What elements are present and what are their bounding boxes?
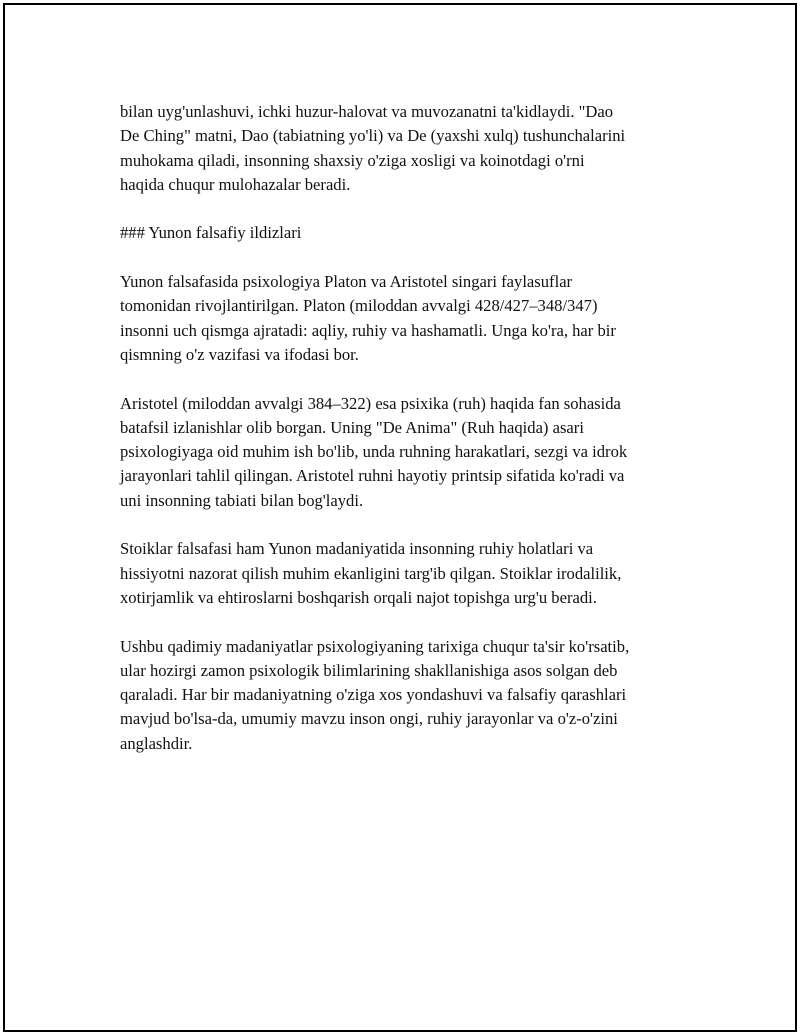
paragraph-platon <box>120 270 695 367</box>
document-page <box>3 3 797 1032</box>
heading-text: ### Yunon falsafiy ildizlari <box>120 223 302 243</box>
paragraph-stoiklar <box>120 537 695 610</box>
text-line: xotirjamlik va ehtiroslarni boshqarish orqali najot topishga urg'u beradi. <box>120 587 597 607</box>
text-line: qismning o'z vazifasi va ifodasi bor. <box>120 344 359 364</box>
paragraph-conclusion <box>120 635 695 756</box>
section-heading <box>120 221 695 245</box>
text-line: Ushbu qadimiy madaniyatlar psixologiyaning tarixiga chuqur ta'sir ko'rsatib, <box>120 636 630 656</box>
text-line: haqida chuqur mulohazalar beradi. <box>120 174 351 194</box>
text-line: Aristotel (miloddan avvalgi 384–322) esa psixika (ruh) haqida fan sohasida <box>120 393 621 413</box>
text-line: Stoiklar falsafasi ham Yunon madaniyatida insonning ruhiy holatlari va <box>120 539 594 559</box>
text-line: mavjud bo'lsa-da, umumiy mavzu inson ongi, ruhiy jarayonlar va o'z-o'zini <box>120 709 618 729</box>
text-line: jarayonlari tahlil qilingan. Aristotel ruhni hayotiy printsip sifatida ko'radi va <box>120 466 625 486</box>
text-line: Yunon falsafasida psixologiya Platon va Aristotel singari faylasuflar <box>120 272 573 292</box>
text-line: tomonidan rivojlantirilgan. Platon (miloddan avvalgi 428/427–348/347) <box>120 296 598 316</box>
text-line: bilan uyg'unlashuvi, ichki huzur-halovat va muvozanatni ta'kidlaydi. "Dao <box>120 102 614 121</box>
text-line: ular hozirgi zamon psixologik bilimlarining shakllanishiga asos solgan deb <box>120 660 618 680</box>
text-line: batafsil izlanishlar olib borgan. Uning "De Anima" (Ruh haqida) asari <box>120 417 584 437</box>
paragraph-dao-de-ching <box>120 100 695 197</box>
text-line: qaraladi. Har bir madaniyatning o'ziga xos yondashuvi va falsafiy qarashlari <box>120 685 627 705</box>
text-line: psixologiyaga oid muhim ish bo'lib, unda ruhning harakatlari, sezgi va idrok <box>120 442 628 462</box>
text-line: anglashdir. <box>120 733 193 753</box>
text-line: De Ching" matni, Dao (tabiatning yo'li) va De (yaxshi xulq) tushunchalarini <box>120 126 626 146</box>
paragraph-aristotel <box>120 392 695 513</box>
text-line: uni insonning tabiati bilan bog'laydi. <box>120 490 364 510</box>
text-line: muhokama qiladi, insonning shaxsiy o'ziga xosligi va koinotdagi o'rni <box>120 150 585 170</box>
text-line: insonni uch qismga ajratadi: aqliy, ruhiy va hashamatli. Unga ko'ra, har bir <box>120 320 616 340</box>
document-body <box>120 100 695 780</box>
text-line: hissiyotni nazorat qilish muhim ekanligini targ'ib qilgan. Stoiklar irodalilik, <box>120 563 622 583</box>
